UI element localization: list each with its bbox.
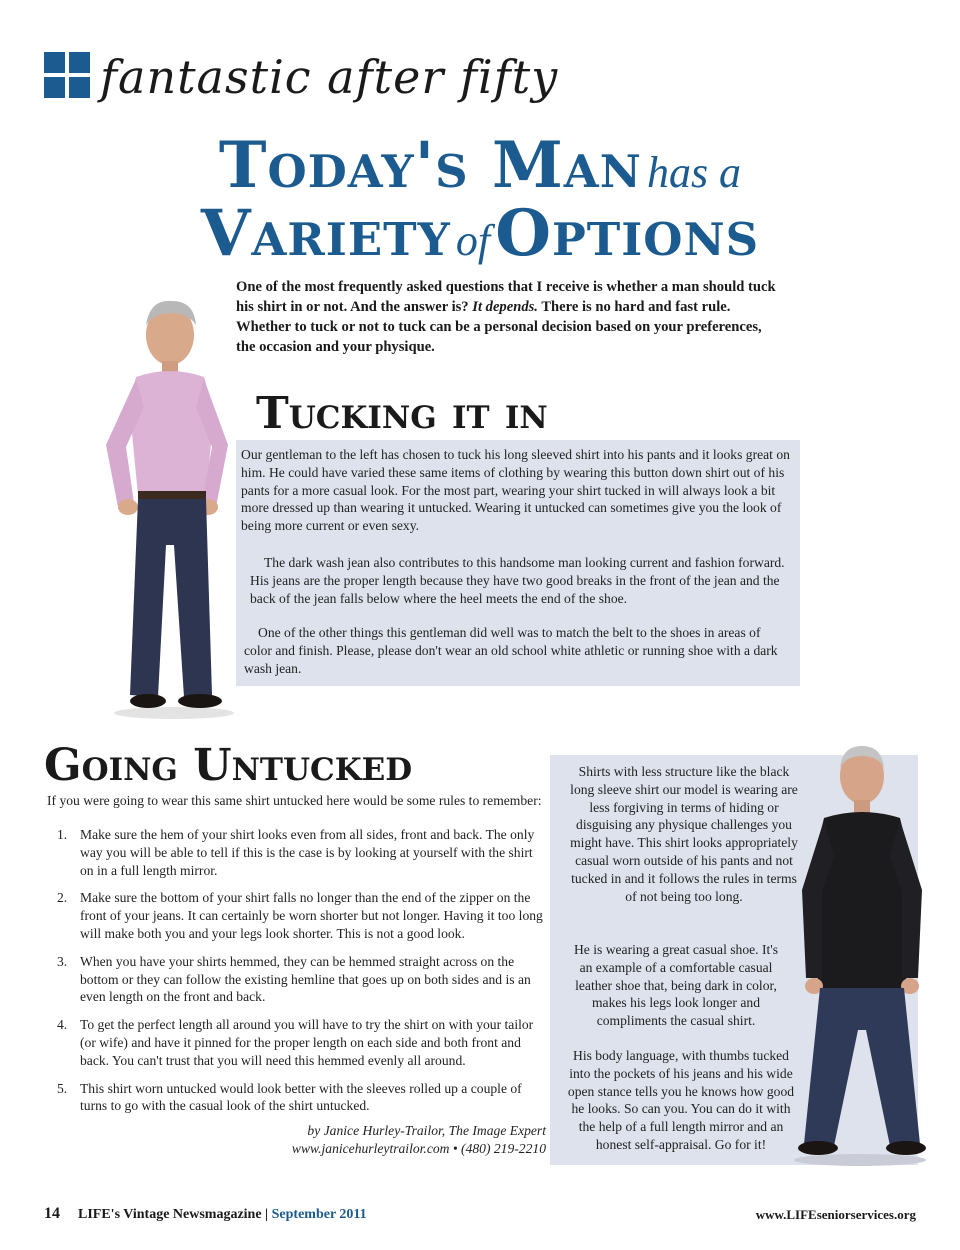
list-text: This shirt worn untucked would look better with the sleeves rolled up a couple of turns to go with the casual look of the shirt untucked. xyxy=(80,1080,522,1114)
footer-website: www.LIFEseniorservices.org xyxy=(755,1207,916,1222)
intro-text: There is no hard and fast rule. Whether to tuck or not to tuck can be a personal decision based on your preferences, the occasion and your physique. xyxy=(236,299,762,355)
sidebar-paragraph-1: Shirts with less structure like the black long sleeve shirt our model is wearing are less forgiving in terms of hiding or disguising any physique challenges you might have. This shirt looks appropriately casual worn outside of his pants and not tucked in and it follows the rules in terms of not being too long. xyxy=(570,764,798,904)
intro-emphasis: It depends. xyxy=(472,299,538,315)
footer-publication xyxy=(44,1205,367,1223)
list-number: 2. xyxy=(57,890,68,906)
headline-small: of xyxy=(455,216,491,265)
list-text: Make sure the hem of your shirt looks even from all sides, front and back. The only way you will be able to tell if this is the case is by looking at yourself with the shirt on in a full length mirror. xyxy=(80,827,535,878)
tucking-paragraph-1: Our gentleman to the left has chosen to tuck his long sleeved shirt into his pants and it looks great on him. He could have varied these same items of clothing by wearing this button down shirt out of his pants for a more casual look. For the most part, wearing your shirt tucked in will always look a bit more dressed up than wearing it untucked. Wearing it untucked can sometimes give you the look of being more current or even sexy. xyxy=(241,447,790,534)
model-photo-tucked xyxy=(78,295,258,725)
headline-line-2 xyxy=(0,196,960,271)
section-heading-untucked: Going Untucked xyxy=(44,740,413,791)
list-item xyxy=(47,826,547,879)
tucking-paragraph-3: One of the other things this gentleman did well was to match the belt to the shoes in areas of color and finish. Please, please don't wear an old school white athletic or running shoe with a dark wash jean. xyxy=(244,625,778,676)
page-number: 14 xyxy=(44,1205,60,1222)
rules-list xyxy=(47,826,547,1125)
issue-date: September 2011 xyxy=(271,1207,367,1222)
headline-small: has a xyxy=(646,148,742,197)
list-item xyxy=(47,889,547,942)
list-item xyxy=(47,1016,547,1069)
publication-name: LIFE's Vintage Newsmagazine | xyxy=(78,1207,272,1222)
list-number: 4. xyxy=(57,1017,68,1033)
contact-line: www.janicehurleytrailor.com • (480) 219-2210 xyxy=(291,1141,546,1156)
list-number: 5. xyxy=(57,1080,68,1096)
sidebar-paragraph-3: His body language, with thumbs tucked into the pockets of his jeans and his wide open stance tells you he knows how good he looks. So can you. You can do it with the help of a full length mirror and an honest self-appraisal. Go for it! xyxy=(567,1048,795,1152)
list-text: Make sure the bottom of your shirt falls no longer than the end of the zipper on the front of your jeans. It can certainly be worn shorter but not longer. Having it too long will make both you and your legs look shorter. This is not a good look. xyxy=(80,890,543,941)
list-number: 1. xyxy=(57,827,68,842)
tucking-paragraph-2: The dark wash jean also contributes to this handsome man looking current and fashion forward. His jeans are the proper length because they have two good breaks in the front of the jean and the back of the jean falls below where the heel meets the end of the shoe. xyxy=(250,555,785,606)
tucking-text-box xyxy=(236,440,800,686)
untucked-intro: If you were going to wear this same shirt untucked here would be some rules to remember: xyxy=(47,793,542,808)
list-number: 3. xyxy=(57,953,68,969)
section-heading-tucking: Tucking it in xyxy=(256,388,548,439)
headline-big: Today's Man xyxy=(218,128,642,203)
author-line: by Janice Hurley-Trailor, The Image Expert xyxy=(307,1123,546,1138)
intro-text: One of the most frequently asked questions that I receive is whether a man should tuck his shirt in or not. And the answer is? xyxy=(236,279,776,315)
list-text: To get the perfect length all around you will have to try the shirt on with your tailor (or wife) and have it pinned for the proper length on each side and both front and back. You can't trust that you will need this hemmed evenly all around. xyxy=(80,1017,534,1068)
list-item xyxy=(47,1080,547,1116)
sidebar-paragraph-2: He is wearing a great casual shoe. It's an example of a comfortable casual leather shoe that, being dark in color, makes his legs look longer and compliments the casual shirt. xyxy=(573,942,778,1029)
headline-big: Options xyxy=(495,196,760,271)
intro-paragraph xyxy=(236,277,776,357)
model-photo-untucked xyxy=(780,740,940,1170)
headline-line-1 xyxy=(0,128,960,203)
column-title: fantastic after fifty xyxy=(100,50,559,104)
list-item xyxy=(47,953,547,1006)
headline-big: Variety xyxy=(200,196,451,271)
byline xyxy=(240,1122,546,1158)
four-squares-icon xyxy=(44,52,90,98)
list-text: When you have your shirts hemmed, they can be hemmed straight across on the bottom or they can follow the existing hemline that goes up on both sides and is an even length on the front and back. xyxy=(80,953,531,1005)
